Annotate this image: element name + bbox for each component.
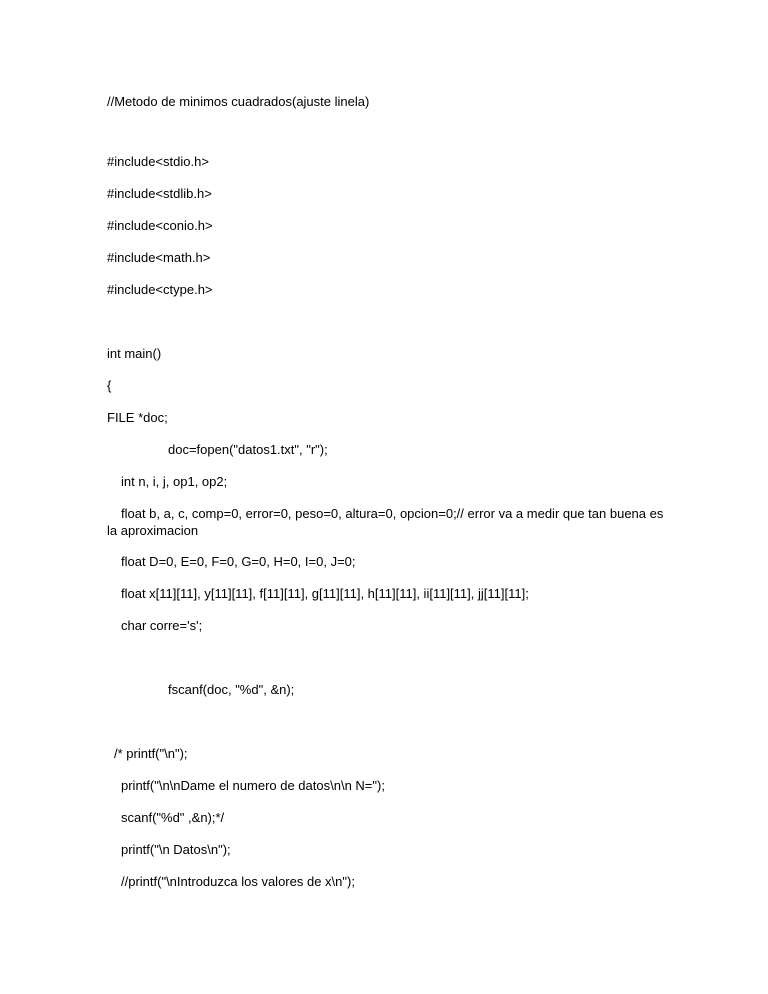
code-comment-title: //Metodo de minimos cuadrados(ajuste linela) bbox=[107, 94, 370, 109]
code-include-ctype: #include<ctype.h> bbox=[107, 282, 213, 297]
code-comment-printf-x: //printf("\nIntroduzca los valores de x\n"); bbox=[121, 874, 355, 889]
code-include-conio: #include<conio.h> bbox=[107, 218, 213, 233]
code-open-brace: { bbox=[107, 378, 112, 393]
code-include-stdlib: #include<stdlib.h> bbox=[107, 186, 212, 201]
code-scanf: scanf("%d" ,&n);*/ bbox=[121, 810, 225, 825]
code-int-declaration: int n, i, j, op1, op2; bbox=[121, 474, 228, 489]
code-float-arrays: float x[11][11], y[11][11], f[11][11], g[11][11], h[11][11], ii[11][11], jj[11][11]; bbox=[121, 586, 529, 601]
code-printf-prompt: printf("\n\nDame el numero de datos\n\n N="); bbox=[121, 778, 385, 793]
code-float-declaration-wrap: la aproximacion bbox=[107, 523, 199, 538]
code-float-letters: float D=0, E=0, F=0, G=0, H=0, I=0, J=0; bbox=[121, 554, 356, 569]
code-char-corre: char corre='s'; bbox=[121, 618, 203, 633]
code-main-signature: int main() bbox=[107, 346, 162, 361]
code-include-math: #include<math.h> bbox=[107, 250, 211, 265]
code-fscanf: fscanf(doc, "%d", &n); bbox=[168, 682, 295, 697]
code-include-stdio: #include<stdio.h> bbox=[107, 154, 209, 169]
code-fopen: doc=fopen("datos1.txt", "r"); bbox=[168, 442, 328, 457]
code-comment-printf-newline: /* printf("\n"); bbox=[114, 746, 188, 761]
code-printf-datos: printf("\n Datos\n"); bbox=[121, 842, 231, 857]
code-file-declaration: FILE *doc; bbox=[107, 410, 168, 425]
code-float-declaration: float b, a, c, comp=0, error=0, peso=0, altura=0, opcion=0;// error va a medir que tan buena es bbox=[121, 506, 664, 521]
